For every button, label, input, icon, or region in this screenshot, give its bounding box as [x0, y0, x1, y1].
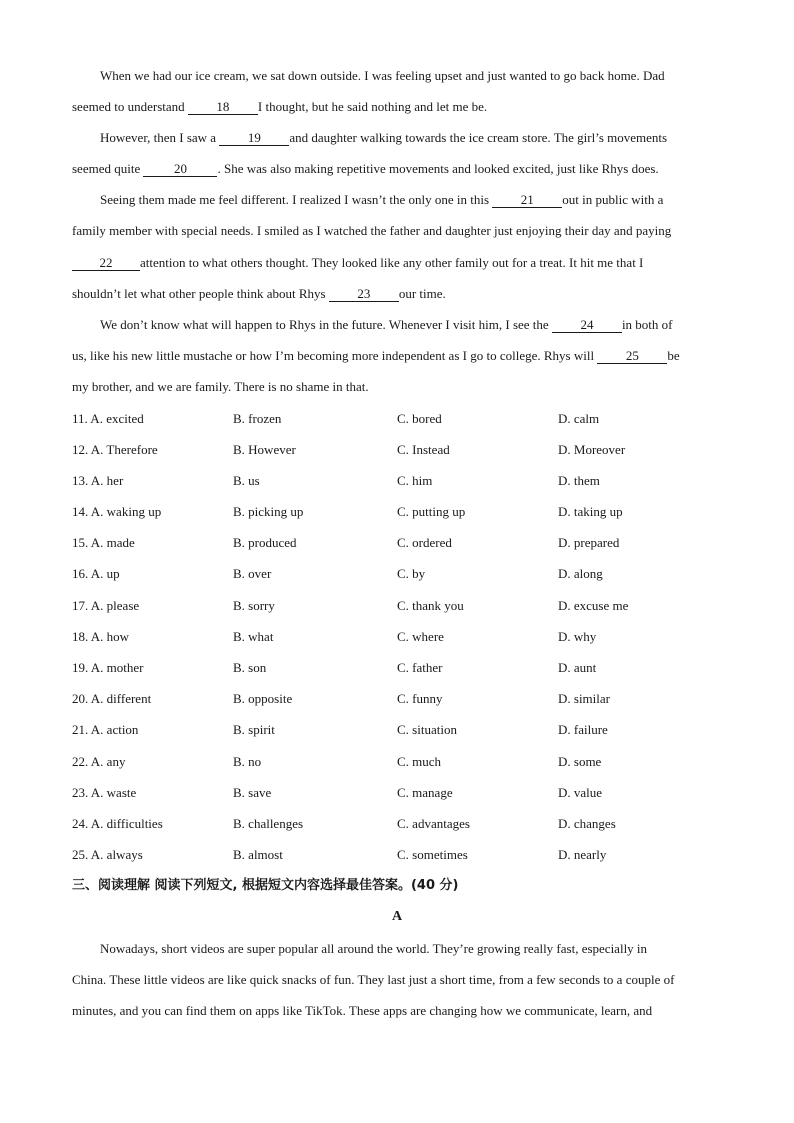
passage-line-9: [100, 316, 724, 334]
question-22-options: [72, 753, 724, 771]
blank-24: 24: [552, 318, 622, 333]
option-a: 23. A. waste: [72, 785, 137, 800]
option-d: D. Moreover: [558, 442, 626, 457]
option-d: D. them: [558, 473, 600, 488]
option-b: B. over: [233, 566, 272, 581]
option-d: D. excuse me: [558, 598, 629, 613]
option-b: B. However: [233, 442, 296, 457]
reading-text: Nowadays, short videos are super popular all around the world. They’re growing really fast, especially in: [100, 941, 648, 956]
question-17-options: [72, 597, 724, 615]
option-c: C. manage: [397, 785, 453, 800]
passage-text: my brother, and we are family. There is no shame in that.: [72, 379, 369, 394]
passage-text: . She was also making repetitive movements and looked excited, just like Rhys does.: [217, 161, 659, 176]
question-25-options: [72, 846, 724, 864]
option-a: 20. A. different: [72, 691, 152, 706]
passage-line-10: [72, 347, 724, 365]
option-c: C. ordered: [397, 535, 452, 550]
passage-text: I thought, but he said nothing and let me be.: [257, 99, 488, 114]
blank-25: 25: [597, 349, 667, 364]
passage-text: us, like his new little mustache or how I’m becoming more independent as I go to college. Rhys will: [72, 348, 598, 363]
question-12-options: [72, 441, 724, 459]
question-18-options: [72, 628, 724, 646]
option-b: B. sorry: [233, 598, 275, 613]
option-c: C. father: [397, 660, 443, 675]
option-c: C. thank you: [397, 598, 464, 613]
option-a: 12. A. Therefore: [72, 442, 158, 457]
option-b: B. spirit: [233, 722, 275, 737]
blank-23: 23: [329, 287, 399, 302]
reading-line-3: [72, 1002, 724, 1020]
passage-line-7: [72, 254, 724, 272]
section-title: 三、阅读理解 阅读下列短文, 根据短文内容选择最佳答案。(40 分): [72, 878, 459, 893]
option-d: D. failure: [558, 722, 608, 737]
option-d: D. changes: [558, 816, 616, 831]
passage-text: seemed quite: [72, 161, 144, 176]
option-b: B. son: [233, 660, 267, 675]
reading-text: China. These little videos are like quick snacks of fun. They last just a short time, from a few seconds to a couple of: [72, 972, 675, 987]
option-b: B. challenges: [233, 816, 304, 831]
option-b: B. frozen: [233, 411, 282, 426]
passage-line-8: [72, 285, 724, 303]
option-c: C. by: [397, 566, 426, 581]
reading-text: minutes, and you can find them on apps like TikTok. These apps are changing how we communicate, learn, and: [72, 1003, 653, 1018]
reading-line-2: [72, 971, 724, 989]
blank-18: 18: [188, 100, 258, 115]
blank-20: 20: [143, 162, 217, 177]
option-b: B. no: [233, 754, 262, 769]
blank-22: 22: [72, 256, 140, 271]
passage-text: our time.: [398, 286, 446, 301]
option-a: 24. A. difficulties: [72, 816, 163, 831]
passage-text: attention to what others thought. They looked like any other family out for a treat. It hit me that I: [140, 255, 644, 270]
passage-text: Seeing them made me feel different. I realized I wasn’t the only one in this: [100, 192, 493, 207]
option-d: D. why: [558, 629, 597, 644]
option-d: D. value: [558, 785, 603, 800]
option-c: C. sometimes: [397, 847, 468, 862]
option-c: C. where: [397, 629, 444, 644]
question-15-options: [72, 534, 724, 552]
passage-line-1: [100, 67, 724, 85]
passage-line-5: [100, 191, 724, 209]
passage-text: shouldn’t let what other people think about Rhys: [72, 286, 329, 301]
option-c: C. Instead: [397, 442, 450, 457]
question-21-options: [72, 721, 724, 739]
question-13-options: [72, 472, 724, 490]
passage-line-4: [72, 160, 724, 178]
option-b: B. almost: [233, 847, 283, 862]
question-20-options: [72, 690, 724, 708]
option-c: C. bored: [397, 411, 442, 426]
passage-line-6: [72, 222, 724, 240]
option-d: D. aunt: [558, 660, 597, 675]
option-d: D. taking up: [558, 504, 623, 519]
passage-text: seemed to understand: [72, 99, 188, 114]
option-c: C. situation: [397, 722, 457, 737]
passage-text: We don’t know what will happen to Rhys in the future. Whenever I visit him, I see the: [100, 317, 552, 332]
option-a: 13. A. her: [72, 473, 124, 488]
option-b: B. what: [233, 629, 274, 644]
option-a: 25. A. always: [72, 847, 143, 862]
question-23-options: [72, 784, 724, 802]
passage-text: When we had our ice cream, we sat down outside. I was feeling upset and just wanted to go back home. Dad: [100, 68, 665, 83]
option-c: C. advantages: [397, 816, 470, 831]
option-c: C. him: [397, 473, 433, 488]
option-b: B. opposite: [233, 691, 293, 706]
option-d: D. some: [558, 754, 602, 769]
option-c: C. much: [397, 754, 442, 769]
option-a: 22. A. any: [72, 754, 126, 769]
option-c: C. funny: [397, 691, 443, 706]
option-a: 21. A. action: [72, 722, 139, 737]
passage-text: and daughter walking towards the ice cream store. The girl’s movements: [289, 130, 668, 145]
question-16-options: [72, 565, 724, 583]
passage-label: A: [391, 909, 403, 924]
blank-21: 21: [492, 193, 562, 208]
option-d: D. along: [558, 566, 603, 581]
option-a: 19. A. mother: [72, 660, 144, 675]
option-a: 17. A. please: [72, 598, 140, 613]
question-11-options: [72, 410, 724, 428]
option-d: D. prepared: [558, 535, 620, 550]
option-a: 11. A. excited: [72, 411, 144, 426]
passage-text: out in public with a: [562, 192, 664, 207]
reading-line-1: [100, 940, 724, 958]
option-d: D. calm: [558, 411, 600, 426]
option-a: 16. A. up: [72, 566, 120, 581]
passage-text: However, then I saw a: [100, 130, 220, 145]
option-b: B. save: [233, 785, 272, 800]
passage-line-2: [72, 98, 724, 116]
passage-line-11: [72, 378, 724, 396]
option-d: D. nearly: [558, 847, 607, 862]
option-b: B. us: [233, 473, 260, 488]
option-a: 15. A. made: [72, 535, 135, 550]
option-a: 14. A. waking up: [72, 504, 162, 519]
passage-line-3: [100, 129, 724, 147]
passage-text: family member with special needs. I smiled as I watched the father and daughter just enjoying their day and paying: [72, 223, 672, 238]
option-b: B. produced: [233, 535, 297, 550]
option-a: 18. A. how: [72, 629, 130, 644]
question-14-options: [72, 503, 724, 521]
option-b: B. picking up: [233, 504, 304, 519]
question-19-options: [72, 659, 724, 677]
passage-text: be: [667, 348, 680, 363]
blank-19: 19: [219, 131, 289, 146]
option-c: C. putting up: [397, 504, 466, 519]
passage-text: in both of: [621, 317, 673, 332]
question-24-options: [72, 815, 724, 833]
option-d: D. similar: [558, 691, 610, 706]
